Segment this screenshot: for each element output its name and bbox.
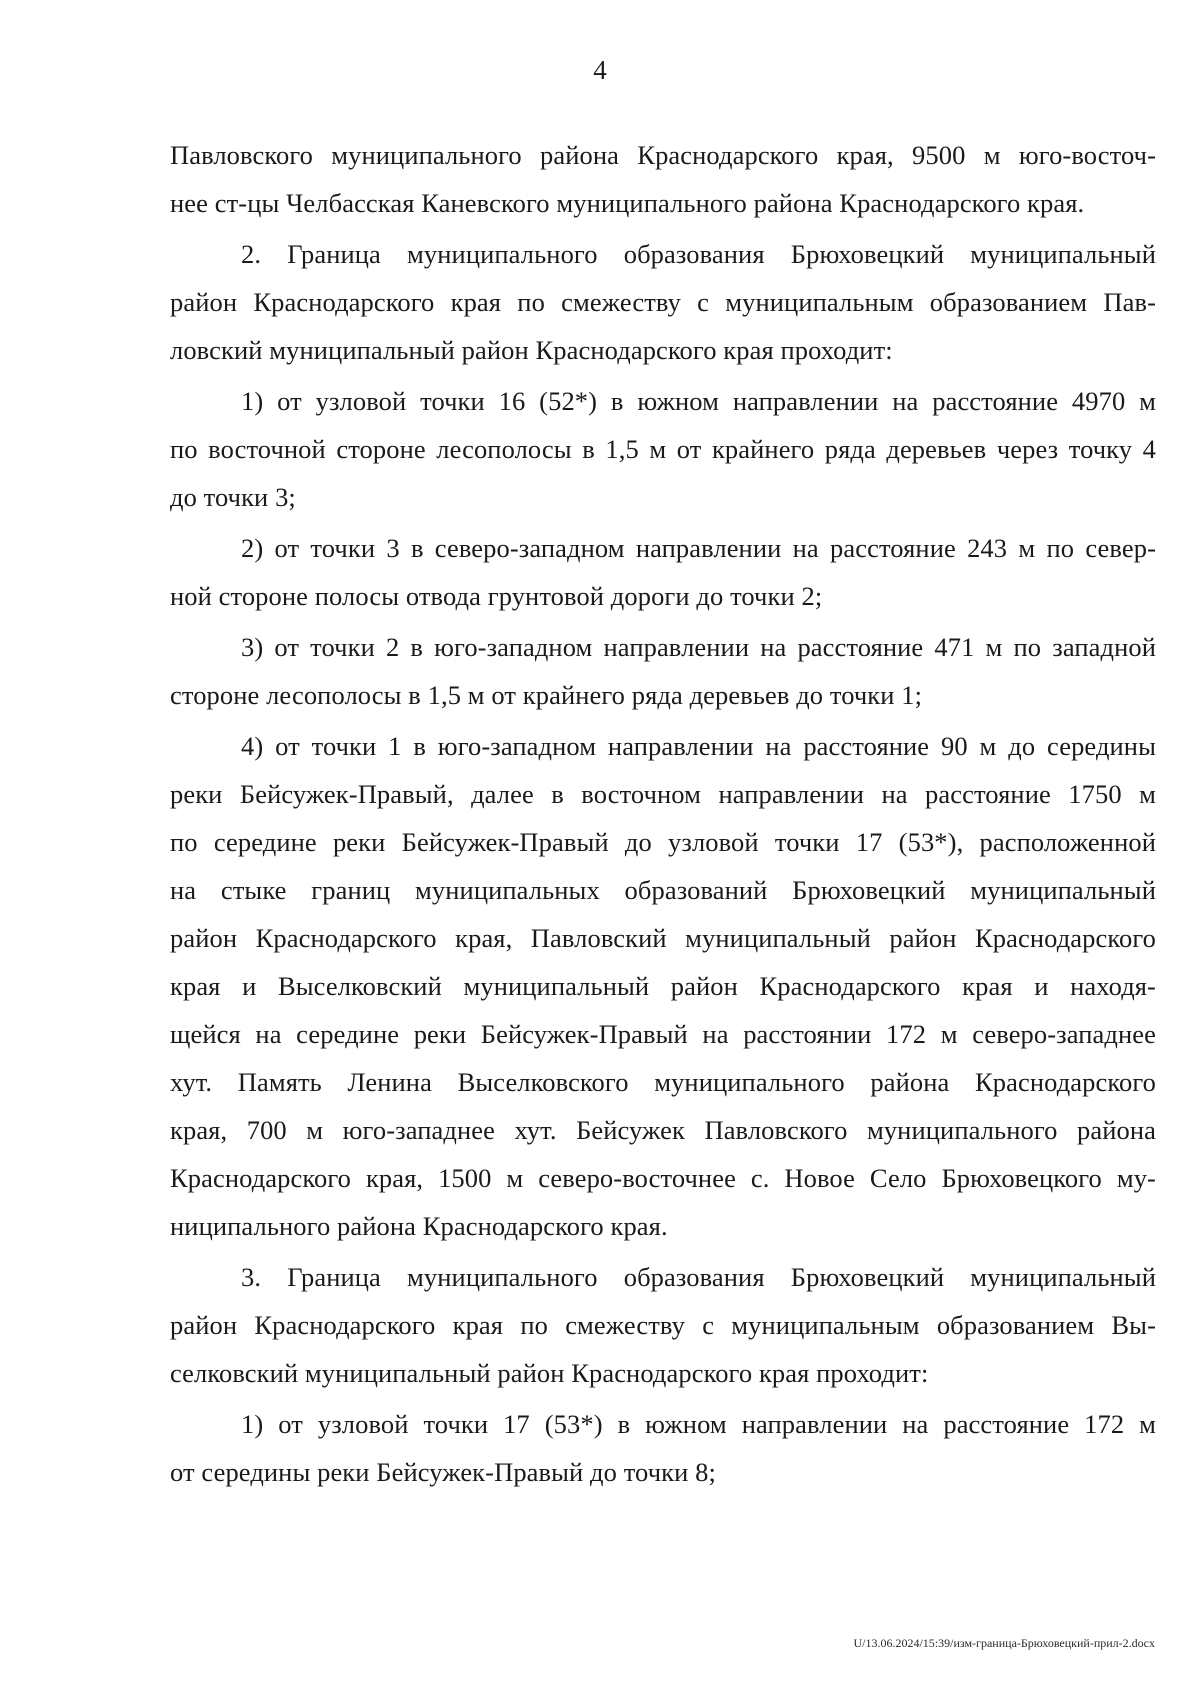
text-line: 4) от точки 1 в юго-западном направлении на расстояние 90 м до середины xyxy=(241,731,1156,761)
text-line: Павловского муниципального района Краснодарского края, 9500 м юго-восточ- xyxy=(170,140,1156,170)
text-line: Краснодарского края, 1500 м северо-восточнее с. Новое Село Брюховецкого му- xyxy=(170,1163,1156,1193)
text-line: район Краснодарского края, Павловский муниципальный район Краснодарского xyxy=(170,923,1156,953)
text-line: 3. Граница муниципального образования Брюховецкий муниципальный xyxy=(241,1262,1156,1292)
paragraph-item-2 xyxy=(170,524,1156,620)
text-line: район Краснодарского края по смежеству с муниципальным образованием Пав- xyxy=(170,287,1156,317)
paragraph-continuation xyxy=(170,131,1156,227)
text-line: ловский муниципальный район Краснодарского края проходит: xyxy=(170,335,893,365)
text-line: район Краснодарского края по смежеству с муниципальным образованием Вы- xyxy=(170,1310,1156,1340)
text-line: края, 700 м юго-западнее хут. Бейсужек Павловского муниципального района xyxy=(170,1115,1156,1145)
text-line: 1) от узловой точки 17 (53*) в южном направлении на расстояние 172 м xyxy=(241,1409,1156,1439)
text-line: ной стороне полосы отвода грунтовой дороги до точки 2; xyxy=(170,581,823,611)
text-line: от середины реки Бейсужек-Правый до точки 8; xyxy=(170,1457,716,1487)
document-body xyxy=(170,131,1156,1496)
text-line: на стыке границ муниципальных образований Брюховецкий муниципальный xyxy=(170,875,1156,905)
page-number: 4 xyxy=(593,55,607,85)
text-line: до точки 3; xyxy=(170,482,296,512)
text-line: 2) от точки 3 в северо-западном направлении на расстояние 243 м по север- xyxy=(241,533,1156,563)
file-reference-footer: U/13.06.2024/15:39/изм-граница-Брюховецкий-прил-2.docx xyxy=(853,1636,1155,1650)
paragraph-item-3 xyxy=(170,623,1156,719)
text-line: щейся на середине реки Бейсужек-Правый на расстоянии 172 м северо-западнее xyxy=(170,1019,1156,1049)
paragraph-section-3-item-1 xyxy=(170,1400,1156,1496)
text-line: края и Выселковский муниципальный район Краснодарского края и находя- xyxy=(170,971,1156,1001)
text-line: ниципального района Краснодарского края. xyxy=(170,1211,668,1241)
paragraph-section-2 xyxy=(170,230,1156,374)
paragraph-section-3 xyxy=(170,1253,1156,1397)
text-line: селковский муниципальный район Краснодарского края проходит: xyxy=(170,1358,929,1388)
paragraph-item-1 xyxy=(170,377,1156,521)
text-line: реки Бейсужек-Правый, далее в восточном направлении на расстояние 1750 м xyxy=(170,779,1156,809)
text-line: стороне лесополосы в 1,5 м от крайнего ряда деревьев до точки 1; xyxy=(170,680,923,710)
paragraph-item-4 xyxy=(170,722,1156,1250)
text-line: 2. Граница муниципального образования Брюховецкий муниципальный xyxy=(241,239,1156,269)
text-line: по восточной стороне лесополосы в 1,5 м от крайнего ряда деревьев через точку 4 xyxy=(170,434,1156,464)
text-line: нее ст-цы Челбасская Каневского муниципального района Краснодарского края. xyxy=(170,188,1085,218)
text-line: 3) от точки 2 в юго-западном направлении на расстояние 471 м по западной xyxy=(241,632,1156,662)
text-line: хут. Память Ленина Выселковского муниципального района Краснодарского xyxy=(170,1067,1156,1097)
text-line: 1) от узловой точки 16 (52*) в южном направлении на расстояние 4970 м xyxy=(241,386,1156,416)
text-line: по середине реки Бейсужек-Правый до узловой точки 17 (53*), расположенной xyxy=(170,827,1156,857)
